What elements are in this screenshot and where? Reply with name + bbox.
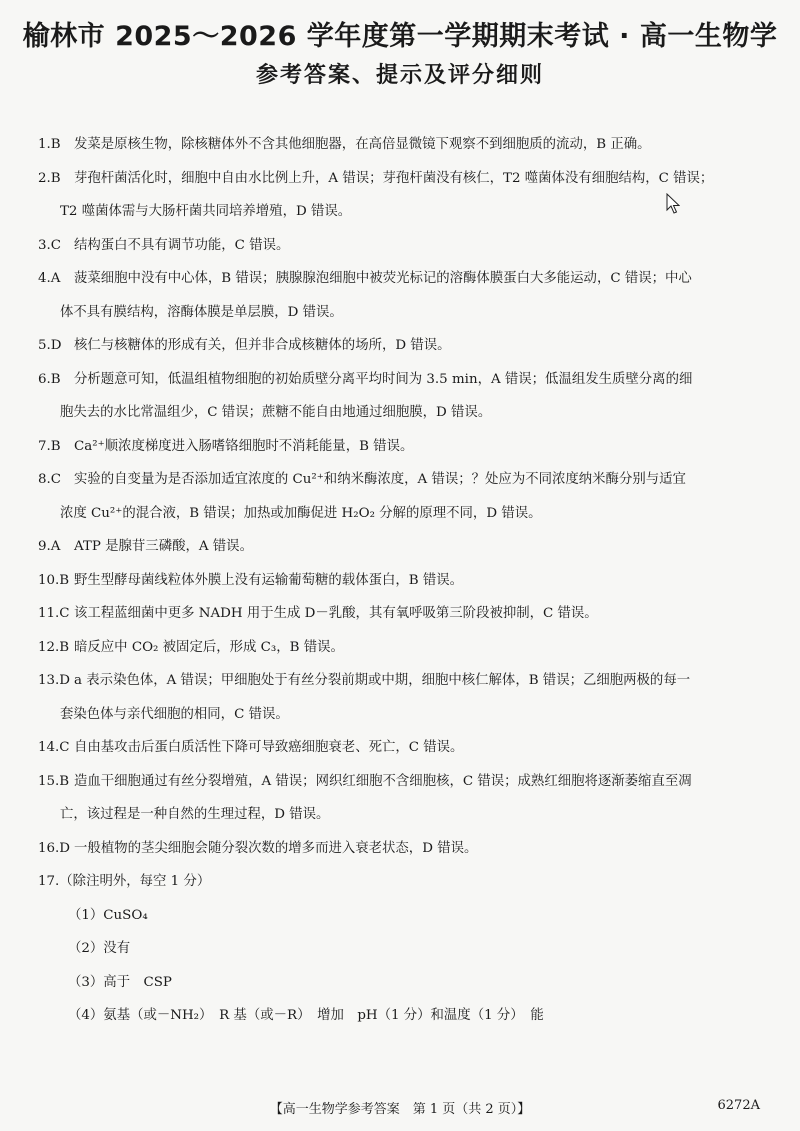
page-title: 榆林市 2025～2026 学年度第一学期期末考试 · 高一生物学 [22,21,778,52]
answer-number: 13.D [38,673,71,688]
q17-heading: 17.（除注明外，每空 1 分） [38,874,211,889]
answer-item [38,463,768,497]
answer-items [38,128,768,865]
answer-item [38,430,768,464]
answer-text: 自由基攻击后蛋白质活性下降可导致癌细胞衰老、死亡，C 错误。 [74,740,464,755]
page-subtitle: 参考答案、提示及评分细则 [255,63,544,88]
answer-continuation: 体不具有膜结构，溶酶体膜是单层膜，D 错误。 [60,304,343,320]
answer-item [38,229,768,263]
answer-number: 5.D [38,338,62,353]
answer-text: 造血干细胞通过有丝分裂增殖，A 错误；网织红细胞不含细胞核，C 错误；成熟红细胞将逐渐萎缩直至凋 [74,773,692,789]
answer-item [38,363,768,397]
answer-item [38,262,768,296]
answer-continuation: 胞失去的水比常温组少，C 错误；蔗糖不能自由地通过细胞膜，D 错误。 [60,405,492,420]
answer-text: 芽孢杆菌活化时，细胞中自由水比例上升，A 错误；芽孢杆菌没有核仁，T2 噬菌体没有细胞结构，C 错误； [74,170,714,186]
answer-text: 核仁与核糖体的形成有关，但并非合成核糖体的场所，D 错误。 [74,338,451,353]
answer-number: 4.A [38,271,61,286]
answer-continuation: 套染色体与亲代细胞的相同，C 错误。 [60,706,289,722]
answer-text: ATP 是腺苷三磷酸，A 错误。 [74,539,253,554]
answer-number: 11.C [38,606,70,621]
answer-text: 该工程蓝细菌中更多 NADH 用于生成 D－乳酸，其有氧呼吸第三阶段被抑制，C 错误。 [74,606,598,621]
answer-number: 3.C [38,237,62,253]
answer-text: 结构蛋白不具有调节功能，C 错误。 [74,237,290,253]
paper-code: 6272A [717,1098,760,1113]
answer-text: 一般植物的茎尖细胞会随分裂次数的增多而进入衰老状态，D 错误。 [74,840,478,856]
answer-number: 15.B [38,773,70,789]
answer-item [38,162,768,196]
answer-number: 7.B [38,438,61,454]
q17-part-3: （3）高于 CSP [68,974,172,990]
answer-text: 野生型酵母菌线粒体外膜上没有运输葡萄糖的载体蛋白，B 错误。 [74,572,464,588]
mouse-pointer-icon [666,193,680,215]
answer-text: 实验的自变量为是否添加适宜浓度的 Cu²⁺和纳米酶浓度，A 错误；？处应为不同浓度纳米酶分别与适宜 [74,472,686,487]
q17-part-2: （2）没有 [68,941,131,956]
answer-item [38,832,768,866]
answer-item [38,329,768,363]
answer-text: 菠菜细胞中没有中心体，B 错误；胰腺腺泡细胞中被荧光标记的溶酶体膜蛋白大多能运动，C 错误；中心 [74,271,692,286]
answer-item [38,128,768,162]
answer-number: 10.B [38,572,70,588]
answer-text: Ca²⁺顺浓度梯度进入肠嗜铬细胞时不消耗能量，B 错误。 [74,438,414,454]
answer-item [38,731,768,765]
answer-continuation: 浓度 Cu²⁺的混合液，B 错误；加热或加酶促进 H₂O₂ 分解的原理不同，D 错误。 [60,505,542,521]
answer-number: 1.B [38,137,61,152]
page-footer: 【高一生物学参考答案 第 1 页（共 2 页）】 [269,1102,531,1117]
answer-item [38,530,768,564]
answer-item [38,564,768,598]
answer-number: 8.C [38,472,62,487]
answer-item [38,597,768,631]
answer-text: 发菜是原核生物，除核糖体外不含其他细胞器，在高倍显微镜下观察不到细胞质的流动，B 正确。 [74,137,651,152]
answer-continuation: T2 噬菌体需与大肠杆菌共同培养增殖，D 错误。 [60,204,352,219]
answer-text: a 表示染色体，A 错误；甲细胞处于有丝分裂前期或中期，细胞中核仁解体，B 错误；乙细胞两极的每一 [74,673,691,688]
answer-item [38,664,768,698]
answer-number: 9.A [38,539,61,554]
answer-continuation: 亡，该过程是一种自然的生理过程，D 错误。 [60,807,330,822]
answer-number: 16.D [38,840,71,856]
answer-text: 暗反应中 CO₂ 被固定后，形成 C₃，B 错误。 [74,639,344,655]
q17-part-1: （1）CuSO₄ [68,907,148,923]
answer-number: 2.B [38,170,61,186]
q17-part-4: （4）氨基（或－NH₂） R 基（或－R） 增加 pH（1 分）和温度（1 分） 能 [68,1008,544,1023]
answer-item [38,631,768,665]
answer-text: 分析题意可知，低温组植物细胞的初始质壁分离平均时间为 3.5 min，A 错误；低温组发生质壁分离的细 [74,371,693,387]
answer-number: 14.C [38,740,70,755]
answer-number: 6.B [38,371,61,387]
answer-list [38,128,768,1033]
answer-item [38,765,768,799]
answer-number: 12.B [38,639,70,655]
